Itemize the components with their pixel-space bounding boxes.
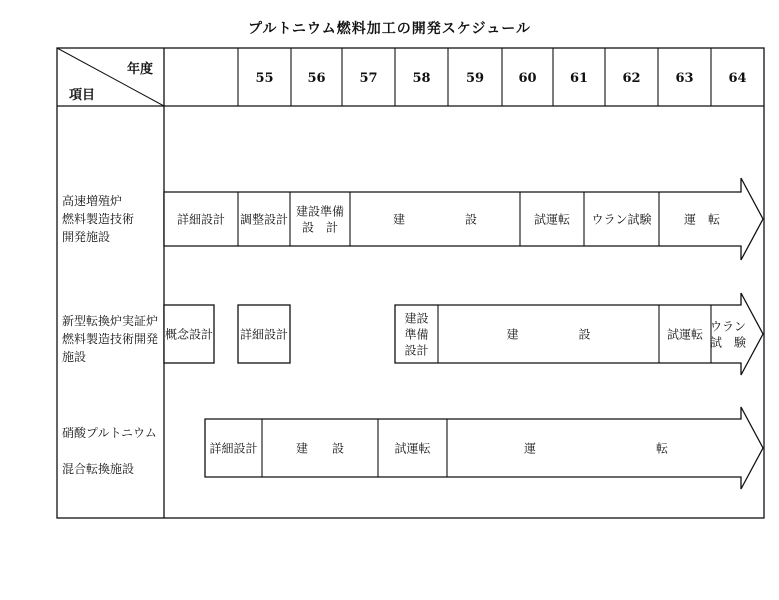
phase-label-1-1: 詳細設計 xyxy=(239,327,289,342)
row-label-pu-nitrate: 硝酸プルトニウム 混合転換施設 xyxy=(62,426,157,476)
phase-label-1-3: 建 設 xyxy=(506,327,591,342)
year-label-60: 60 xyxy=(518,71,537,86)
schedule-row-0 xyxy=(164,178,763,260)
phase-label-0-4: 試運転 xyxy=(533,212,571,227)
phase-label-0-0: 詳細設計 xyxy=(176,212,226,227)
phase-label-0-6: 運 転 xyxy=(683,212,721,227)
phase-label-1-5: ウラン試 験 xyxy=(709,319,747,350)
year-label-64: 64 xyxy=(728,71,747,86)
year-label-58: 58 xyxy=(412,71,431,86)
year-label-56: 56 xyxy=(307,71,326,86)
phase-label-0-5: ウラン試験 xyxy=(591,212,652,227)
row-label-fbr: 高速増殖炉 燃料製造技術 開発施設 xyxy=(62,194,135,244)
schedule-row-1 xyxy=(164,293,763,375)
year-label-62: 62 xyxy=(622,71,641,86)
phase-label-1-4: 試運転 xyxy=(666,327,704,342)
phase-label-0-1: 調整設計 xyxy=(239,212,289,227)
phase-label-1-2: 建設準備設計 xyxy=(404,311,429,358)
item-header-label: 項目 xyxy=(68,88,96,103)
row-label-atr: 新型転換炉実証炉 燃料製造技術開発 施設 xyxy=(62,314,159,364)
year-header-row xyxy=(238,48,747,106)
arrow-outline xyxy=(205,407,763,489)
phase-label-0-2: 建設準備設 計 xyxy=(295,204,345,235)
phase-label-2-2: 試運転 xyxy=(394,441,431,456)
year-label-61: 61 xyxy=(569,71,589,86)
phase-label-0-3: 建 設 xyxy=(392,212,478,227)
year-label-57: 57 xyxy=(359,71,378,86)
phase-label-2-0: 詳細設計 xyxy=(209,441,258,456)
schedule-bars xyxy=(164,178,763,489)
year-label-63: 63 xyxy=(675,71,694,86)
phase-label-2-3: 運 転 xyxy=(523,441,669,456)
year-header-label: 年度 xyxy=(126,62,154,77)
phase-label-1-0: 概念設計 xyxy=(164,327,214,342)
year-label-59: 59 xyxy=(465,71,485,86)
page-title: プルトニウム燃料加工の開発スケジュール xyxy=(248,21,531,37)
schedule-row-2 xyxy=(205,407,763,489)
year-label-55: 55 xyxy=(255,71,274,86)
phase-label-2-1: 建 設 xyxy=(295,441,345,456)
